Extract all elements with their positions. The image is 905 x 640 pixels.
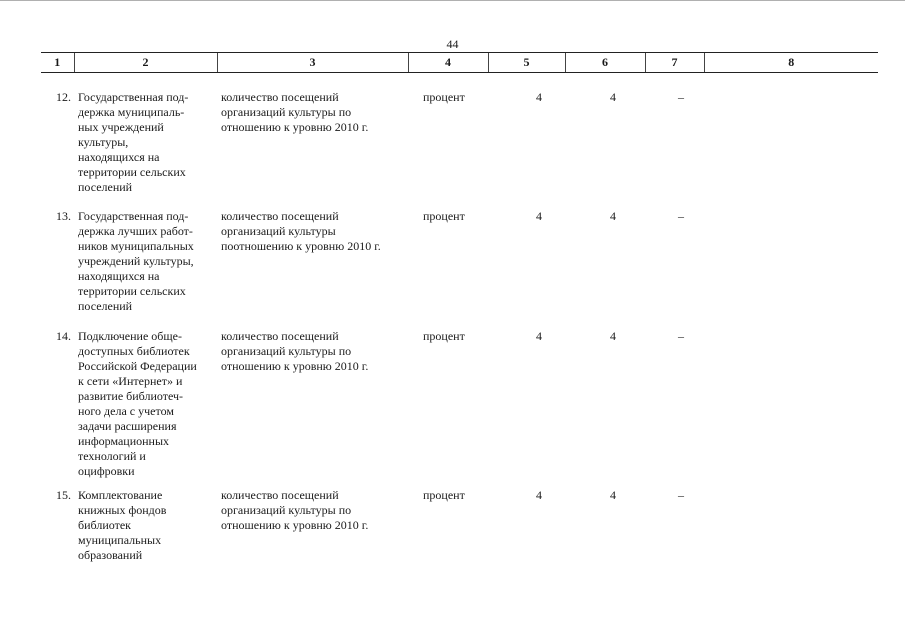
unit-text: процент — [423, 209, 465, 223]
column-header-8: 8 — [704, 53, 878, 73]
indicator-text: количество посещений организаций культуры по отношению к уровню 2010 г. — [221, 90, 369, 134]
value-col-7: – — [678, 488, 684, 502]
top-edge-rule — [0, 0, 905, 1]
value-col-7: – — [678, 209, 684, 223]
indicator-text: количество посещений организаций культуры по отношению к уровню 2010 г. — [221, 488, 369, 532]
value-col-6: 4 — [610, 329, 616, 343]
value-col-5: 4 — [536, 90, 542, 104]
value-col-7: – — [678, 90, 684, 104]
column-header-row — [41, 53, 878, 73]
value-col-6: 4 — [610, 209, 616, 223]
column-header-7: 7 — [645, 53, 704, 73]
column-header-3: 3 — [217, 53, 408, 73]
column-header-1: 1 — [41, 53, 74, 73]
value-col-5: 4 — [536, 488, 542, 502]
value-col-6: 4 — [610, 488, 616, 502]
column-header-table — [41, 52, 878, 73]
page-number: 44 — [446, 37, 459, 51]
unit-text: процент — [423, 90, 465, 104]
unit-text: процент — [423, 488, 465, 502]
measure-name: Государственная под- держка муниципаль- ных учреждений культуры, находящихся на территории сельских поселений — [78, 90, 189, 194]
measure-name: Подключение обще- доступных библиотек Российской Федерации к сети «Интернет» и развитие библиотеч- ного дела с учетом задачи расширения информационных технологий и оцифровки — [78, 329, 197, 478]
column-header-6: 6 — [565, 53, 645, 73]
column-header-5: 5 — [488, 53, 565, 73]
row-number: 14. — [56, 329, 71, 343]
measure-name: Комплектование книжных фондов библиотек муниципальных образований — [78, 488, 167, 562]
column-header-4: 4 — [408, 53, 488, 73]
measure-name: Государственная под- держка лучших работ- ников муниципальных учреждений культуры, находящихся на территории сельских поселений — [78, 209, 194, 313]
column-header-2: 2 — [74, 53, 217, 73]
value-col-5: 4 — [536, 329, 542, 343]
unit-text: процент — [423, 329, 465, 343]
row-number: 12. — [56, 90, 71, 104]
indicator-text: количество посещений организаций культуры по отношению к уровню 2010 г. — [221, 329, 369, 373]
value-col-7: – — [678, 329, 684, 343]
row-number: 13. — [56, 209, 71, 223]
value-col-6: 4 — [610, 90, 616, 104]
row-number: 15. — [56, 488, 71, 502]
indicator-text: количество посещений организаций культуры поотношению к уровню 2010 г. — [221, 209, 381, 253]
value-col-5: 4 — [536, 209, 542, 223]
